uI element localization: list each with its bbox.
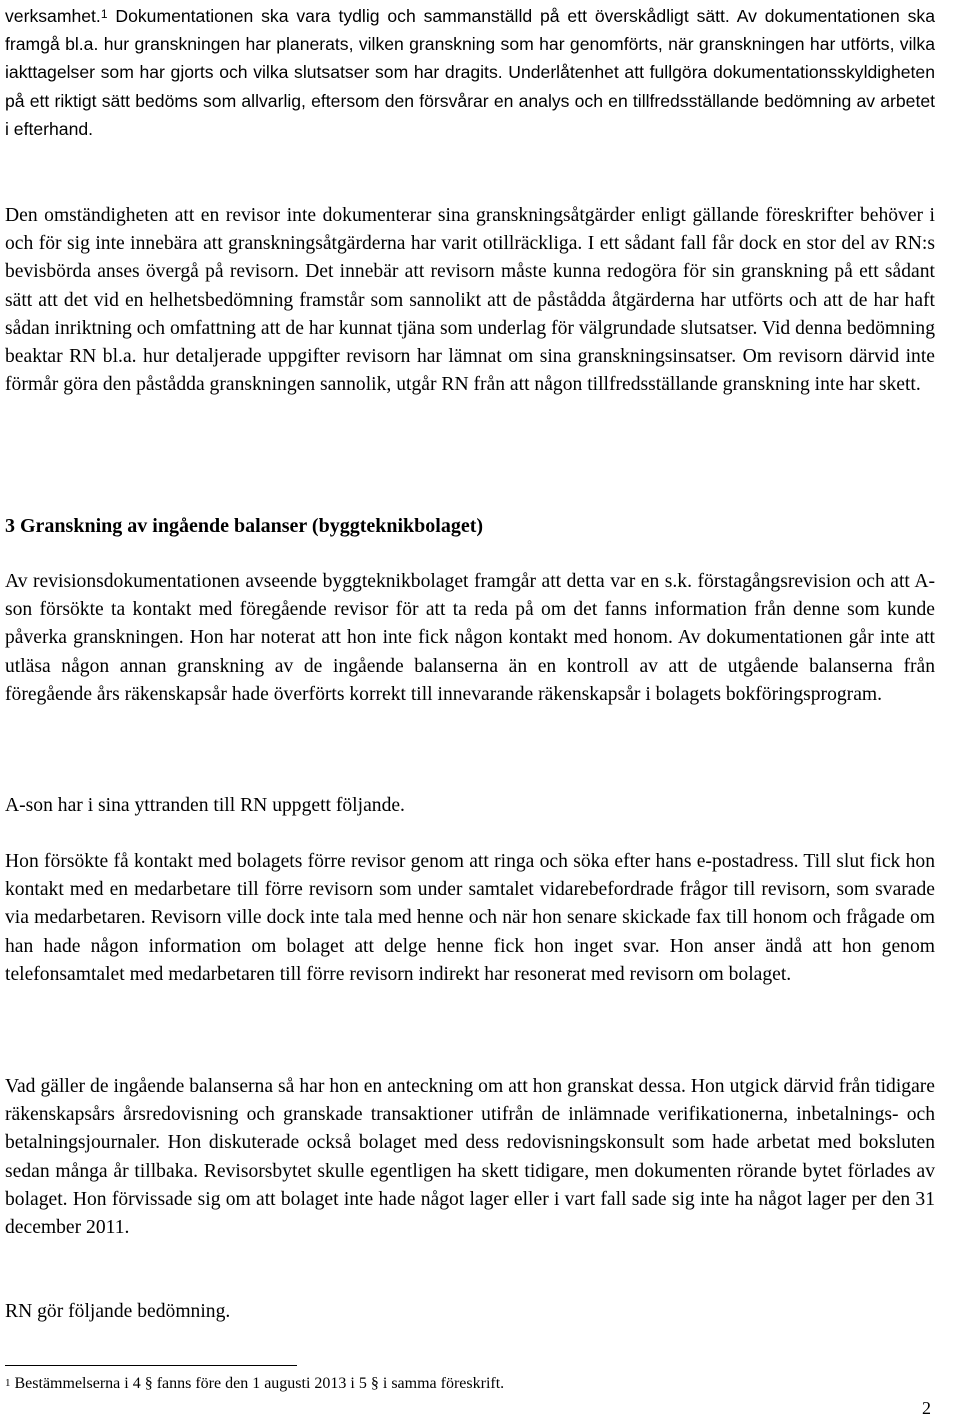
paragraph-assessment-intro: RN gör följande bedömning. — [5, 1301, 231, 1322]
footnote-reference[interactable]: 1 — [100, 7, 108, 21]
footnote-divider — [5, 1365, 297, 1366]
paragraph-audit-documentation: Av revisionsdokumentationen avseende byggteknikbolaget framgår att detta var en s.k. förstagångsrevision och att A-son försökte ta kontakt med föregående revisor för att ta reda på om det fanns information från denne som kunde påverka granskningen. Hon har noterat att hon inte fick någon kontakt med honom. Av dokumentationen går inte att utläsa någon annan granskning av de ingående balanserna än en kontroll av att de utgående balanserna från föregående års räkenskapsår hade överförts korrekt till innevarande räkenskapsår i bolagets bokföringsprogram. — [5, 571, 935, 705]
paragraph-contact-attempts: Hon försökte få kontakt med bolagets förre revisor genom att ringa och söka efter hans e-postadress. Till slut fick hon kontakt med en medarbetare till förre revisorn som under samtalet vidarebefordrade frågor till revisorn, som svarade via medarbetaren. Revisorn ville dock inte tala med henne och när hon senare skickade fax till honom och frågade om han hade någon information om bolaget att delge henne fick hon inget svar. Hon anser ändå att hon genom telefonsamtalet med medarbetaren till förre revisorn indirekt har resonerat med revisorn om bolaget. — [5, 851, 935, 985]
paragraph-documentation-requirements — [5, 2, 935, 143]
paragraph1-body: Dokumentationen ska vara tydlig och sammanställd på ett överskådligt sätt. Av dokumentationen ska framgå bl.a. hur granskningen har planerats, vilken granskning som har genomförts, när granskningen har utförts, vilka iakttagelser som har gjorts och vilka slutsatser som har dragits. Underlåtenhet att fullgöra dokumentationsskyldigheten på ett riktigt sätt bedöms som allvarlig, eftersom den försvårar en analys och en tillfredsställande bedömning av arbetet i efterhand. — [5, 6, 935, 139]
page-number: 2 — [922, 1398, 931, 1418]
section-heading: 3 Granskning av ingående balanser (byggteknikbolaget) — [5, 515, 484, 537]
paragraph-burden-of-proof: Den omständigheten att en revisor inte dokumenterar sina granskningsåtgärder enligt gällande föreskrifter behöver i och för sig inte innebära att granskningsåtgärderna har varit otillräckliga. I ett sådant fall får dock en stor del av RN:s bevisbörda anses övergå på revisorn. Det innebär att revisorn måste kunna redogöra för sin granskning på ett sådant sätt att det vid en helhetsbedömning framstår som sannolikt att de påstådda åtgärderna har utförts och att de har haft sådan inriktning och omfattning att de har kunnat tjäna som underlag för välgrundade slutsatser. Vid denna bedömning beaktar RN bl.a. hur detaljerade uppgifter revisorn har lämnat om sina granskningsinsatser. Om revisorn därvid inte förmår göra den påstådda granskningen sannolik, utgår RN från att någon tillfredsställande granskning inte har skett. — [5, 205, 935, 396]
footnote-text: Bestämmelserna i 4 § fanns före den 1 augusti 2013 i 5 § i samma föreskrift. — [10, 1375, 505, 1392]
footnote-number: 1 — [5, 1377, 11, 1389]
footnote — [5, 1372, 935, 1396]
paragraph-statement-intro: A-son har i sina yttranden till RN uppgett följande. — [5, 795, 405, 816]
paragraph1-start: verksamhet. — [5, 6, 101, 26]
paragraph-opening-balances: Vad gäller de ingående balanserna så har hon en anteckning om att hon granskat dessa. Hon utgick därvid från tidigare räkenskapsårs årsredovisning och granskade transaktioner utifrån de inlämnade verifikationerna, inbetalnings- och betalningsjournaler. Hon diskuterade också bolaget med dess redovisningskonsult som hade arbetat med boksluten sedan många år tillbaka. Revisorsbytet skulle egentligen ha skett tidigare, men dokumenten rörande bytet förlades av bolaget. Hon förvissade sig om att bolaget inte hade något lager eller i vart fall sade sig inte ha något lager per den 31 december 2011. — [5, 1076, 935, 1239]
